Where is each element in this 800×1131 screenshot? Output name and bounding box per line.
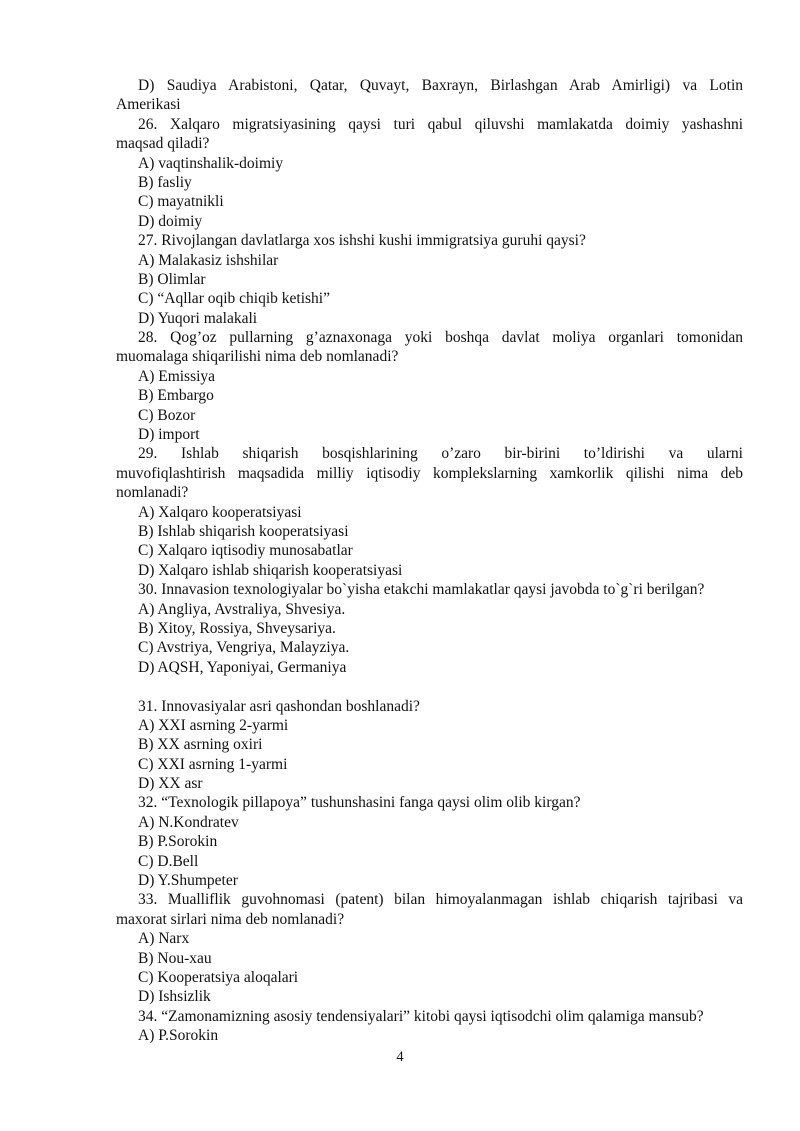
answer-option: C) “Aqllar oqib chiqib ketishi” [138, 290, 330, 308]
question-29 [116, 444, 743, 580]
answer-option: B) Ishlab shiqarish kooperatsiyasi [138, 522, 349, 540]
question-31 [116, 697, 743, 794]
answer-option: A) P.Sorokin [138, 1027, 219, 1045]
answer-option: B) Xitoy, Rossiya, Shveysariya. [138, 619, 336, 637]
answer-option: D) XX asr [138, 775, 203, 793]
answer-option: D) Ishsizlik [138, 988, 211, 1006]
question-text: 27. Rivojlangan davlatlarga xos ishshi kushi immigratsiya guruhi qaysi? [138, 232, 586, 250]
answer-option: D) Yuqori malakali [138, 309, 258, 327]
answer-option: B) Nou-xau [138, 949, 212, 967]
answer-option: C) Xalqaro iqtisodiy munosabatlar [138, 542, 353, 560]
question-text: 29. Ishlab shiqarish bosqishlarining o’zaro bir-birini to’ldirishi va ularni [138, 445, 743, 463]
answer-option: A) Emissiya [138, 367, 216, 385]
question-text: muomalaga shiqarilishi nima deb nomlanadi? [116, 348, 399, 366]
answer-option: B) P.Sorokin [138, 833, 218, 851]
question-33 [116, 890, 743, 1006]
question-34 [116, 1007, 743, 1046]
answer-option: D) Y.Shumpeter [138, 872, 238, 890]
answer-option: B) Embargo [138, 387, 214, 405]
answer-option: A) Xalqaro kooperatsiyasi [138, 503, 302, 521]
answer-option: A) Narx [138, 930, 190, 948]
question-text: 31. Innovasiyalar asri qashondan boshlanadi? [138, 697, 420, 715]
answer-option: C) mayatnikli [138, 193, 224, 211]
answer-option: B) Olimlar [138, 270, 206, 288]
intro-line-1: D) Saudiya Arabistoni, Qatar, Quvayt, Baxrayn, Birlashgan Arab Amirligi) va Lotin [138, 77, 743, 94]
answer-option: D) doimiy [138, 212, 203, 230]
question-32 [116, 793, 743, 890]
question-text: 28. Qog’oz pullarning g’aznaxonaga yoki boshqa davlat moliya organlari tomonidan [138, 329, 743, 347]
question-text: maxorat sirlari nima deb nomlanadi? [116, 910, 345, 928]
answer-option: A) vaqtinshalik-doimiy [138, 154, 284, 172]
answer-option: C) XXI asrning 1-yarmi [138, 755, 288, 773]
question-28 [116, 328, 743, 444]
question-text: 34. “Zamonamizning asosiy tendensiyalari” kitobi qaysi iqtisodchi olim qalamiga mansub? [138, 1007, 704, 1025]
question-text: nomlanadi? [116, 484, 189, 502]
answer-option: C) Avstriya, Vengriya, Malayziya. [138, 639, 350, 657]
intro-line-2: Amerikasi [116, 96, 181, 114]
question-27 [116, 231, 743, 328]
question-text: 33. Mualliflik guvohnomasi (patent) bilan himoyalanmagan ishlab chiqarish tajribasi va [138, 891, 743, 909]
answer-option: B) fasliy [138, 173, 192, 191]
question-text: maqsad qiladi? [116, 135, 210, 153]
answer-option: C) Bozor [138, 406, 196, 424]
page-number: 4 [396, 1049, 404, 1065]
answer-option: A) Angliya, Avstraliya, Shvesiya. [138, 600, 346, 618]
question-text: 30. Innavasion texnologiyalar bo`yisha etakchi mamlakatlar qaysi javobda to`g`ri berilgan? [138, 581, 705, 599]
question-text: muvofiqlashtirish maqsadida milliy iqtisodiy komplekslarning xamkorlik qilishi nima deb [116, 464, 743, 482]
answer-option: A) N.Kondratev [138, 813, 239, 831]
answer-option: D) AQSH, Yaponiyai, Germaniya [138, 658, 347, 676]
document-page [116, 76, 743, 1046]
question-26 [116, 115, 743, 231]
answer-option: A) XXI asrning 2-yarmi [138, 716, 289, 734]
answer-option: A) Malakasiz ishshilar [138, 251, 279, 269]
answer-option: B) XX asrning oxiri [138, 736, 263, 754]
question-text: 26. Xalqaro migratsiyasining qaysi turi qabul qiluvshi mamlakatda doimiy yashashni [138, 115, 743, 133]
answer-option: C) D.Bell [138, 852, 199, 870]
answer-option: D) import [138, 426, 200, 444]
blank-line [116, 677, 743, 696]
question-30 [116, 580, 743, 677]
question-text: 32. “Texnologik pillapoya” tushunshasini fanga qaysi olim olib kirgan? [138, 794, 581, 812]
answer-option: C) Kooperatsiya aloqalari [138, 968, 299, 986]
answer-option: D) Xalqaro ishlab shiqarish kooperatsiyasi [138, 561, 403, 579]
